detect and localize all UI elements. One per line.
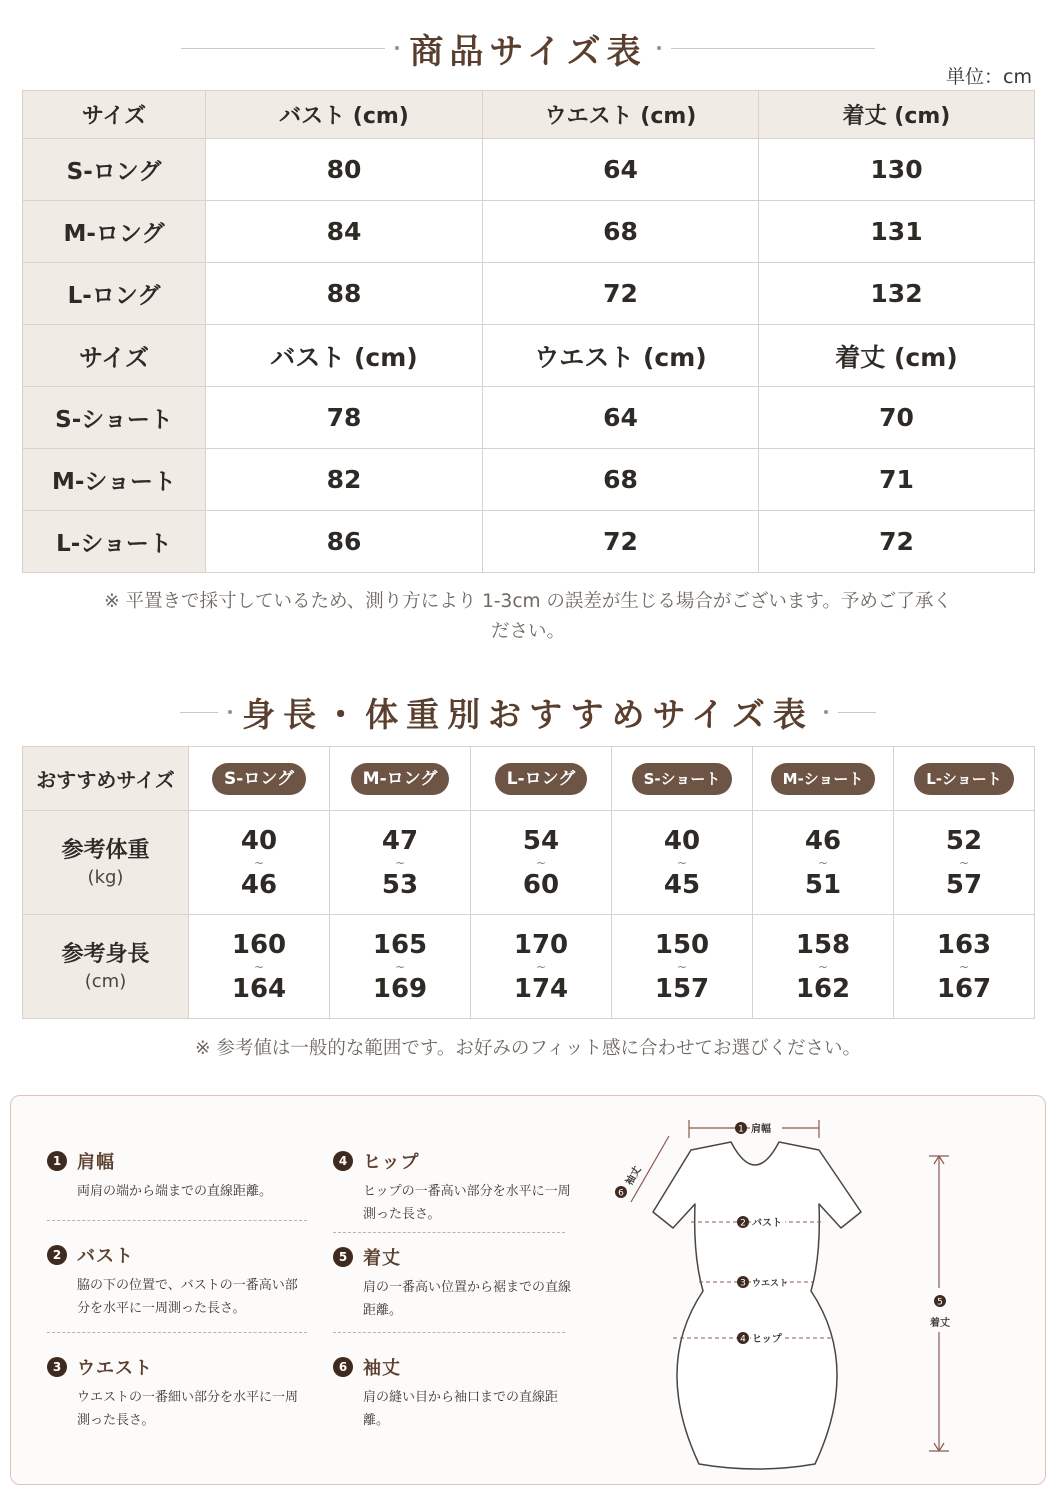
height-max: 157 — [654, 973, 710, 1004]
row-waist: 64 — [483, 387, 759, 449]
height-min: 165 — [372, 929, 428, 960]
svg-text:6: 6 — [618, 1188, 624, 1199]
waist-label — [737, 1275, 788, 1289]
note-line: ※ 平置きで採寸しているため、測り方により 1-3cm の誤差が生じる場合がございます。予めご了承く — [104, 591, 952, 612]
number-badge: 2 — [47, 1245, 67, 1265]
sleeve-label — [615, 1164, 644, 1199]
height-max: 174 — [513, 973, 569, 1004]
weight-max: 60 — [522, 869, 560, 900]
size-chart-title: 商品サイズ表 — [409, 31, 647, 72]
row-length: 70 — [759, 387, 1035, 449]
guide-item-length — [333, 1244, 573, 1322]
dress-outline — [653, 1142, 861, 1469]
row-waist: 72 — [483, 263, 759, 325]
row-bust: 88 — [206, 263, 483, 325]
hip-text: ヒップ — [752, 1334, 782, 1345]
height-max: 164 — [231, 973, 287, 1004]
weight-cell — [894, 811, 1035, 915]
guide-item-waist — [47, 1354, 299, 1432]
guide-item-label: 着丈 — [363, 1248, 401, 1269]
height-max: 167 — [936, 973, 992, 1004]
row-size: S-ロング — [23, 139, 206, 201]
height-max: 169 — [372, 973, 428, 1004]
weight-label: 参考体重 — [61, 837, 150, 863]
guide-item-desc: 両肩の端から端までの直線距離。 — [77, 1184, 273, 1199]
height-label-cell — [23, 915, 189, 1019]
title-divider-right — [671, 48, 875, 49]
weight-min: 54 — [522, 825, 560, 856]
header-length: 着丈 (cm) — [759, 325, 1035, 387]
title-dot-right — [657, 46, 661, 50]
guide-item-hip — [333, 1148, 573, 1226]
svg-text:4: 4 — [740, 1334, 746, 1345]
title-divider-left — [180, 712, 218, 713]
size-pill: L-ロング — [495, 763, 588, 795]
height-cell — [471, 915, 612, 1019]
header-length: 着丈 (cm) — [759, 91, 1035, 139]
weight-min: 52 — [945, 825, 983, 856]
weight-min: 40 — [240, 825, 278, 856]
title-divider-left — [181, 48, 385, 49]
row-waist: 68 — [483, 201, 759, 263]
weight-cell — [753, 811, 894, 915]
number-badge: 3 — [47, 1357, 67, 1377]
range-tilde: ~ — [817, 959, 829, 974]
table-row — [23, 511, 1035, 573]
dashed-divider — [333, 1332, 565, 1333]
weight-max: 45 — [663, 869, 701, 900]
table-row — [23, 263, 1035, 325]
dashed-divider — [47, 1332, 307, 1333]
row-length: 71 — [759, 449, 1035, 511]
row-size: M-ロング — [23, 201, 206, 263]
recommend-header-row — [23, 747, 1035, 811]
range-tilde: ~ — [535, 959, 547, 974]
height-cell — [330, 915, 471, 1019]
row-length: 132 — [759, 263, 1035, 325]
header-bust: バスト (cm) — [206, 325, 483, 387]
dress-diagram — [591, 1106, 991, 1478]
row-waist: 72 — [483, 511, 759, 573]
height-unit: (cm) — [84, 970, 127, 992]
size-pill: M-ロング — [351, 763, 450, 795]
row-bust: 78 — [206, 387, 483, 449]
row-size: L-ショート — [23, 511, 206, 573]
size-cell — [753, 747, 894, 811]
guide-item-shoulder — [47, 1148, 313, 1203]
weight-min: 40 — [663, 825, 701, 856]
bust-text: バスト — [752, 1218, 782, 1229]
table-row — [23, 449, 1035, 511]
weight-max: 57 — [945, 869, 983, 900]
row-bust: 86 — [206, 511, 483, 573]
range-tilde: ~ — [394, 855, 406, 870]
height-min: 150 — [654, 929, 710, 960]
title-divider-right — [838, 712, 876, 713]
weight-min: 46 — [804, 825, 842, 856]
size-pill: S-ショート — [632, 763, 733, 795]
number-badge: 6 — [333, 1357, 353, 1377]
guide-item-desc: 肩の縫い目から袖口までの直線距離。 — [363, 1390, 559, 1428]
header-waist: ウエスト (cm) — [483, 91, 759, 139]
guide-item-desc: 脇の下の位置で、バストの一番高い部分を水平に一周測った長さ。 — [77, 1278, 298, 1316]
weight-cell — [189, 811, 330, 915]
bust-label — [737, 1215, 785, 1229]
header-waist: ウエスト (cm) — [483, 325, 759, 387]
svg-text:3: 3 — [740, 1278, 746, 1289]
svg-text:2: 2 — [740, 1218, 746, 1229]
waist-text: ウエスト — [752, 1279, 789, 1289]
header-size: サイズ — [23, 91, 206, 139]
guide-item-label: 袖丈 — [363, 1358, 401, 1379]
size-chart-title-row — [0, 26, 1056, 70]
header-size: サイズ — [23, 325, 206, 387]
guide-item-label: ウエスト — [77, 1358, 153, 1379]
title-dot-left — [395, 46, 399, 50]
guide-item-desc: ヒップの一番高い部分を水平に一周測った長さ。 — [363, 1184, 571, 1222]
height-min: 170 — [513, 929, 569, 960]
size-cell — [894, 747, 1035, 811]
weight-max: 51 — [804, 869, 842, 900]
weight-label-cell — [23, 811, 189, 915]
dashed-divider — [47, 1220, 307, 1221]
recommend-table — [22, 746, 1035, 1019]
sleeve-text: 袖丈 — [624, 1164, 644, 1188]
row-size: M-ショート — [23, 449, 206, 511]
range-tilde: ~ — [394, 959, 406, 974]
size-pill: L-ショート — [914, 763, 1013, 795]
weight-cell — [471, 811, 612, 915]
size-chart-note — [40, 587, 1016, 647]
height-max: 162 — [795, 973, 851, 1004]
row-length: 130 — [759, 139, 1035, 201]
height-min: 160 — [231, 929, 287, 960]
row-bust: 82 — [206, 449, 483, 511]
range-tilde: ~ — [676, 855, 688, 870]
guide-item-desc: ウエストの一番細い部分を水平に一周測った長さ。 — [77, 1390, 299, 1428]
height-min: 163 — [936, 929, 992, 960]
size-table-header — [23, 91, 1035, 139]
hip-label — [737, 1331, 785, 1345]
range-tilde: ~ — [676, 959, 688, 974]
size-cell — [471, 747, 612, 811]
number-badge: 1 — [47, 1151, 67, 1171]
row-length: 131 — [759, 201, 1035, 263]
row-waist: 68 — [483, 449, 759, 511]
row-bust: 80 — [206, 139, 483, 201]
height-row — [23, 915, 1035, 1019]
size-cell — [189, 747, 330, 811]
weight-max: 53 — [381, 869, 419, 900]
row-length: 72 — [759, 511, 1035, 573]
weight-min: 47 — [381, 825, 419, 856]
recommend-note: ※ 参考値は一般的な範囲です。お好みのフィット感に合わせてお選びください。 — [195, 1038, 861, 1059]
size-table-subheader — [23, 325, 1035, 387]
guide-item-label: ヒップ — [363, 1152, 420, 1173]
svg-text:5: 5 — [937, 1297, 943, 1308]
range-tilde: ~ — [958, 855, 970, 870]
height-cell — [612, 915, 753, 1019]
range-tilde: ~ — [535, 855, 547, 870]
height-cell — [894, 915, 1035, 1019]
guide-item-label: 肩幅 — [77, 1152, 115, 1173]
height-min: 158 — [795, 929, 851, 960]
shoulder-label — [735, 1121, 782, 1135]
number-badge: 4 — [333, 1151, 353, 1171]
size-cell — [612, 747, 753, 811]
height-cell — [753, 915, 894, 1019]
size-pill: M-ショート — [771, 763, 876, 795]
recommend-header-label: おすすめサイズ — [23, 747, 189, 811]
length-text: 着丈 — [930, 1318, 950, 1329]
measurement-guide — [10, 1095, 1046, 1485]
height-cell — [189, 915, 330, 1019]
size-pill: S-ロング — [212, 763, 306, 795]
length-label — [923, 1288, 955, 1332]
title-dot-right — [824, 710, 828, 714]
weight-cell — [612, 811, 753, 915]
weight-cell — [330, 811, 471, 915]
guide-item-label: バスト — [77, 1246, 134, 1267]
dashed-divider — [333, 1232, 565, 1233]
number-badge: 5 — [333, 1247, 353, 1267]
table-row — [23, 139, 1035, 201]
note-line: ださい。 — [490, 621, 565, 642]
shoulder-text: 肩幅 — [751, 1124, 771, 1135]
range-tilde: ~ — [253, 855, 265, 870]
weight-unit: (kg) — [87, 866, 124, 888]
weight-max: 46 — [240, 869, 278, 900]
unit-label: 単位：cm — [946, 66, 1032, 88]
range-tilde: ~ — [817, 855, 829, 870]
row-size: S-ショート — [23, 387, 206, 449]
size-cell — [330, 747, 471, 811]
table-row — [23, 201, 1035, 263]
weight-row — [23, 811, 1035, 915]
svg-text:1: 1 — [738, 1124, 744, 1135]
range-tilde: ~ — [958, 959, 970, 974]
height-label: 参考身長 — [61, 941, 150, 967]
row-bust: 84 — [206, 201, 483, 263]
recommend-title-row — [0, 690, 1056, 734]
title-dot-left — [228, 710, 232, 714]
guide-item-bust — [47, 1242, 307, 1320]
guide-item-sleeve — [333, 1354, 563, 1432]
table-row — [23, 387, 1035, 449]
size-chart-table — [22, 90, 1035, 573]
header-bust: バスト (cm) — [206, 91, 483, 139]
row-waist: 64 — [483, 139, 759, 201]
range-tilde: ~ — [253, 959, 265, 974]
guide-item-desc: 肩の一番高い位置から裾までの直線距離。 — [363, 1280, 572, 1318]
row-size: L-ロング — [23, 263, 206, 325]
recommend-title: 身長・体重別おすすめサイズ表 — [242, 694, 814, 734]
